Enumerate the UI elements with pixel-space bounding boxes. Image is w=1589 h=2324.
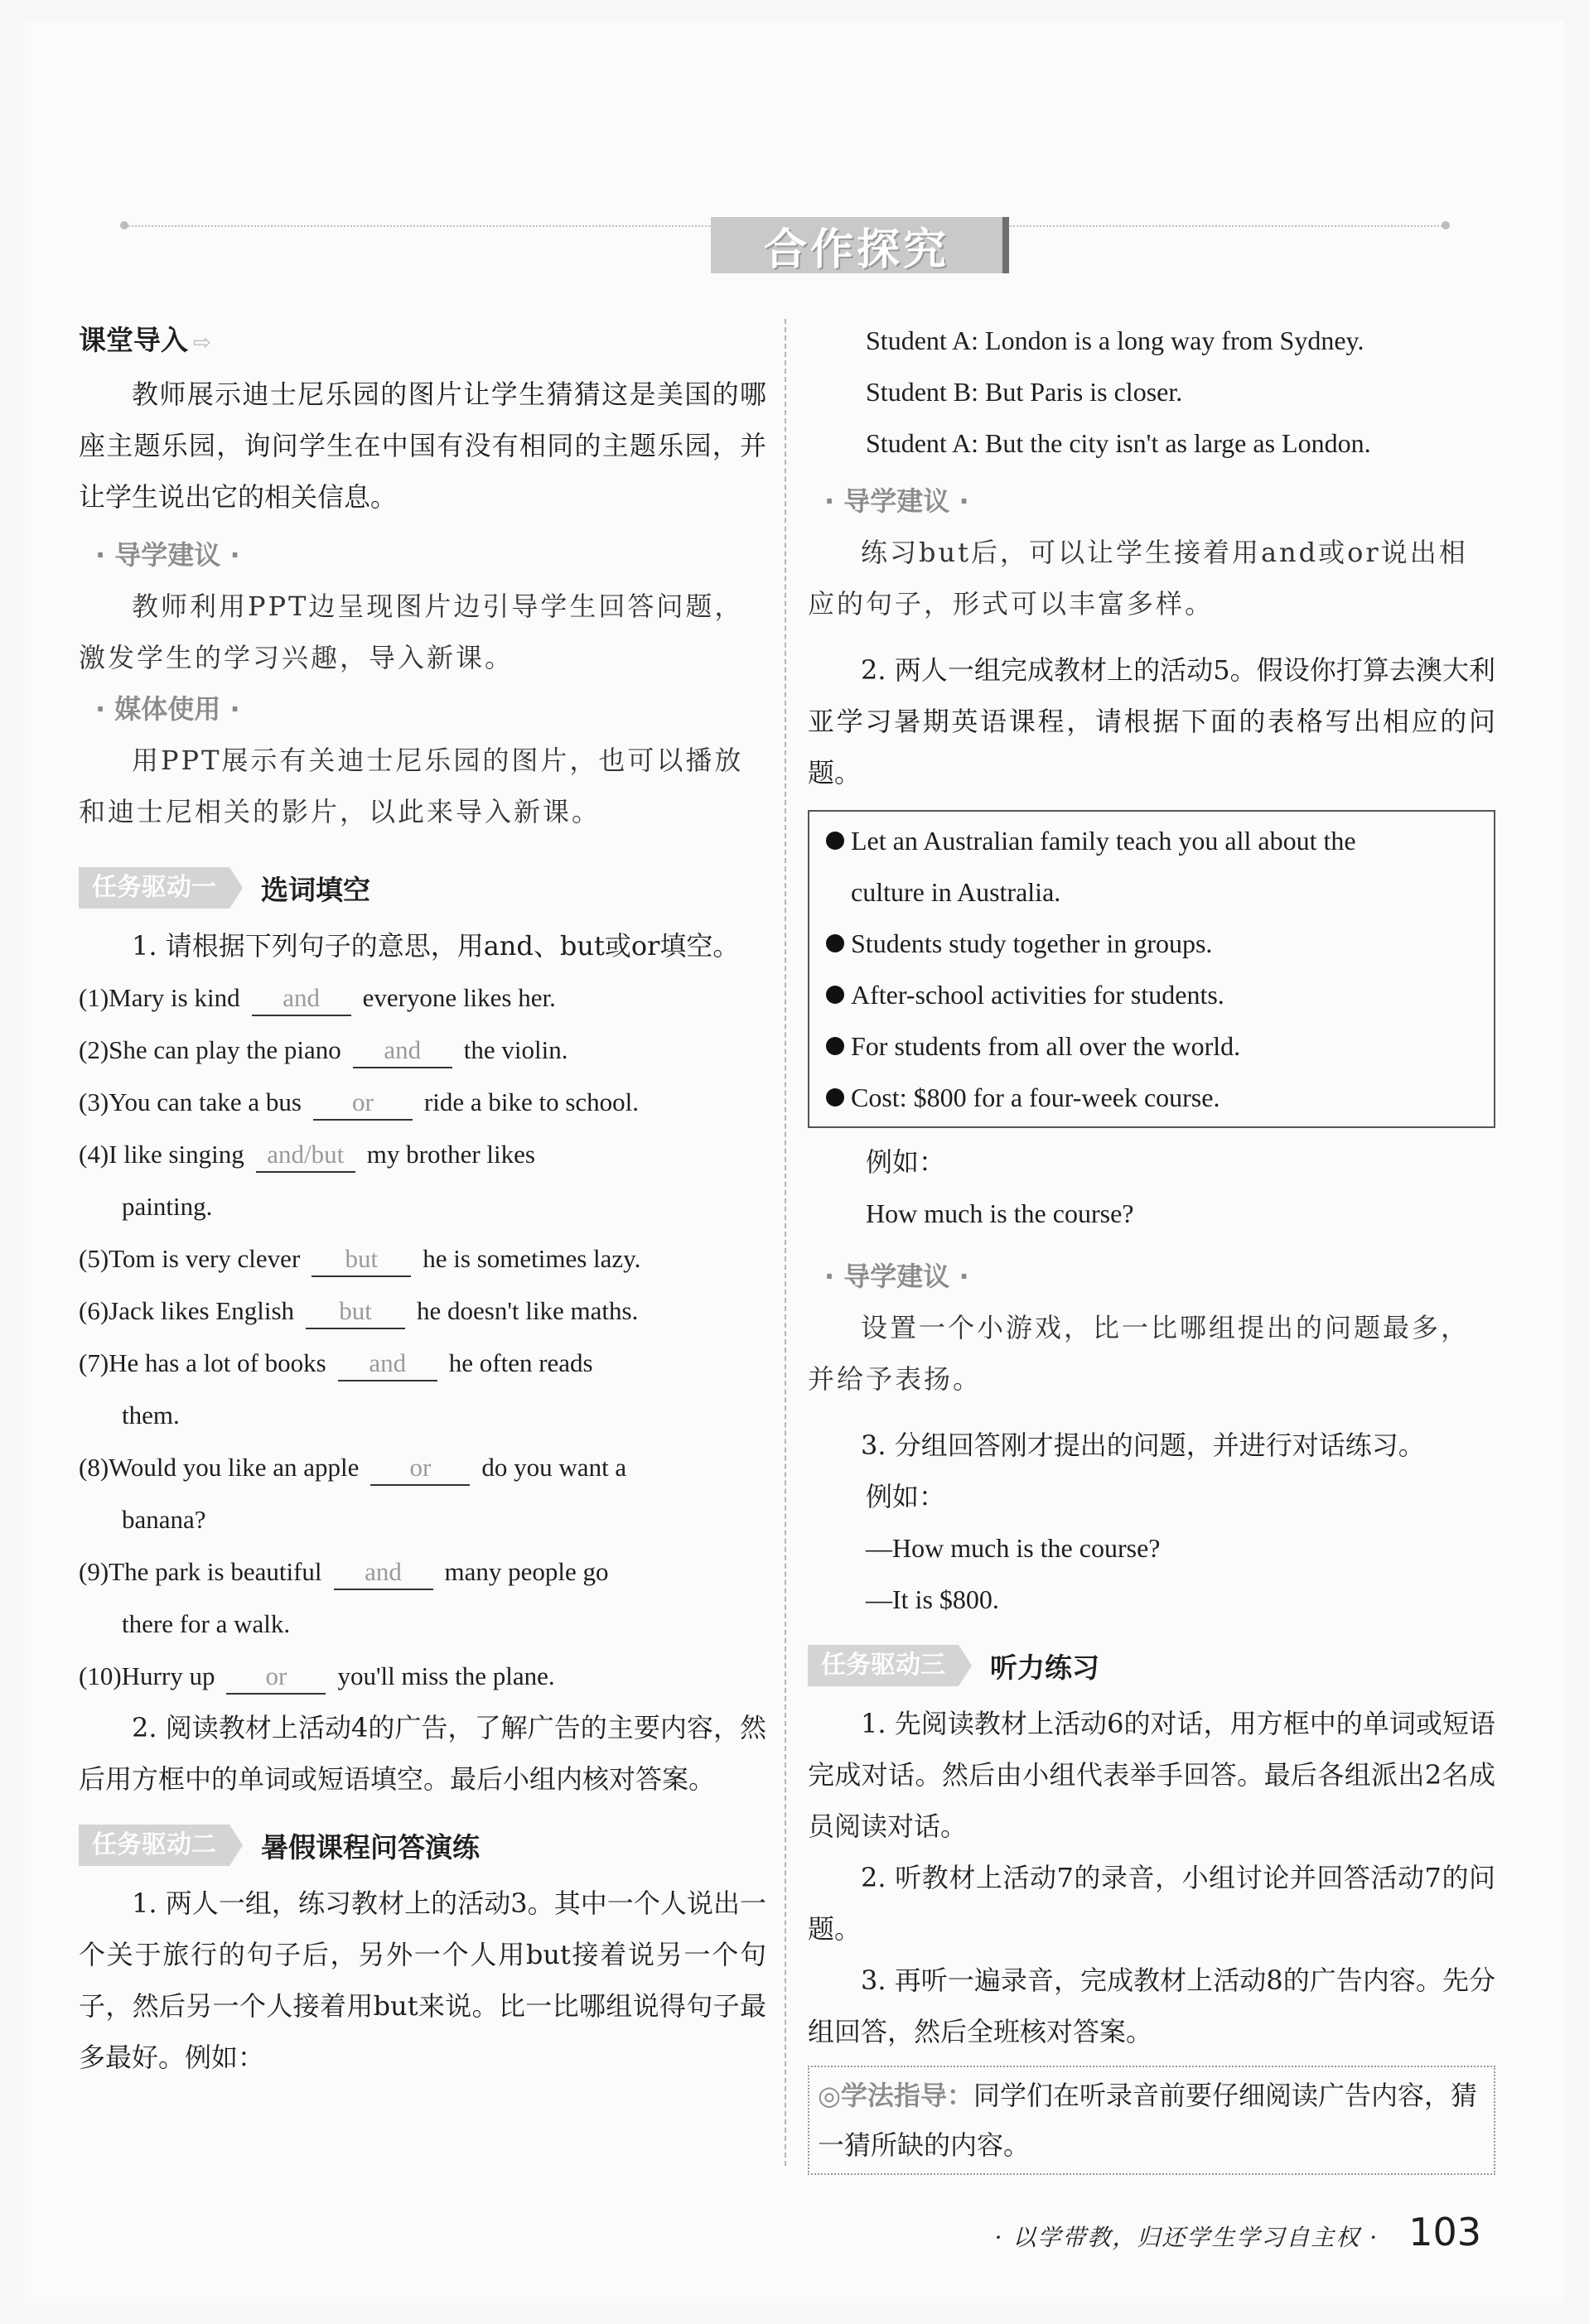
item-continuation: there for a walk. <box>122 1609 291 1638</box>
tip-text: 设置一个小游戏，比一比哪组提出的问题最多，并给予表扬。 <box>808 1312 1471 1395</box>
study-method-text: 同学们在听录音前要仔细阅读广告内容，猜一猜所缺的内容。 <box>818 2080 1477 2161</box>
tip-text: 教师利用PPT边呈现图片边引导学生回答问题，激发学生的学习兴趣，导入新课。 <box>79 591 744 673</box>
column-divider <box>785 319 786 2166</box>
answer-blank[interactable]: and <box>252 981 351 1016</box>
task1-instruction-2: 2. 阅读教材上活动4的广告，了解广告的主要内容，然后用方框中的单词或短语填空。最后小组内核对答案。 <box>79 1712 766 1795</box>
info-box <box>808 810 1495 1128</box>
fill-blank-item <box>79 1024 766 1076</box>
bullet-icon <box>826 1020 851 1072</box>
info-box-continuation: culture in Australia. <box>851 877 1061 907</box>
item-number: (9) <box>79 1557 109 1586</box>
banner-dot-left <box>120 221 128 229</box>
item-text: He has a lot of books <box>109 1348 326 1377</box>
example-label: 例如： <box>866 1482 946 1512</box>
item-continuation: them. <box>122 1401 180 1430</box>
info-box-text: For students from all over the world. <box>851 1031 1241 1061</box>
bullet-icon <box>826 918 851 969</box>
item-text: Tom is very clever <box>109 1244 301 1273</box>
answer-blank[interactable]: and <box>334 1555 433 1590</box>
item-text: he doesn't like maths. <box>417 1296 639 1325</box>
bullet-icon <box>826 815 851 866</box>
answer-blank[interactable]: or <box>313 1086 413 1121</box>
task3-tag: 任务驱动三 <box>808 1645 959 1686</box>
item-text: he often reads <box>448 1348 593 1377</box>
page-number: 103 <box>1408 2210 1481 2254</box>
answer-blank[interactable]: or <box>370 1451 470 1486</box>
answer-blank[interactable]: and/but <box>256 1138 355 1173</box>
dialog-line: Student A: London is a long way from Sydney. <box>866 325 1364 355</box>
dialog-line: Student B: But Paris is closer. <box>866 377 1183 407</box>
info-box-row <box>826 815 1482 918</box>
info-box-text: After-school activities for students. <box>851 980 1224 1010</box>
arrow-icon: ⇨ <box>193 330 211 355</box>
example-dialog-line: —How much is the course? <box>866 1533 1161 1563</box>
item-text: You can take a bus <box>109 1087 302 1116</box>
item-text: many people go <box>444 1557 609 1586</box>
info-box-row <box>826 1020 1482 1072</box>
task3-step-2: 2. 听教材上活动7的录音，小组讨论并回答活动7的问题。 <box>808 1862 1495 1945</box>
item-number: (8) <box>79 1453 109 1482</box>
info-box-row <box>826 918 1482 969</box>
task1-title: 选词填空 <box>261 873 370 906</box>
task1-instruction: 1. 请根据下列句子的意思，用and、but或or填空。 <box>132 930 740 962</box>
item-text: the violin. <box>463 1035 568 1064</box>
item-number: (2) <box>79 1035 109 1064</box>
item-text: Hurry up <box>121 1661 215 1690</box>
item-text: Jack likes English <box>109 1296 295 1325</box>
task2-header <box>79 1820 766 1871</box>
item-text: you'll miss the plane. <box>337 1661 555 1690</box>
item-text: do you want a <box>481 1453 627 1482</box>
answer-blank[interactable]: and <box>353 1034 452 1068</box>
item-text: I like singing <box>109 1140 244 1169</box>
task3-header <box>808 1640 1495 1691</box>
task3-step-1: 1. 先阅读教材上活动6的对话，用方框中的单词或短语完成对话。然后由小组代表举手回答。最后各组派出2名成员阅读对话。 <box>808 1708 1495 1842</box>
task2-instruction-3: 3. 分组回答刚才提出的问题，并进行对话练习。 <box>861 1430 1425 1461</box>
info-box-row <box>826 969 1482 1020</box>
item-text: Would you like an apple <box>109 1453 360 1482</box>
bullet-icon <box>826 969 851 1020</box>
banner-dot-right <box>1442 221 1450 229</box>
fill-blank-list <box>79 972 766 1702</box>
task2-instruction-2: 2. 两人一组完成教材上的活动5。假设你打算去澳大利亚学习暑期英语课程，请根据下面的表格写出相应的问题。 <box>808 654 1495 788</box>
intro-text: 教师展示迪士尼乐园的图片让学生猜猜这是美国的哪座主题乐园，询问学生在中国有没有相同的主题乐园，并让学生说出它的相关信息。 <box>79 378 766 513</box>
dialog-line: Student A: But the city isn't as large as London. <box>866 428 1371 458</box>
intro-heading: 课堂导入 ⇨ <box>79 324 211 356</box>
answer-blank[interactable]: and <box>338 1347 437 1381</box>
fill-blank-item <box>79 972 766 1024</box>
bullet-icon <box>826 1072 851 1123</box>
item-text: my brother likes <box>366 1140 535 1169</box>
fill-blank-item <box>79 1441 766 1545</box>
task2-tag: 任务驱动二 <box>79 1825 229 1866</box>
answer-blank[interactable]: or <box>226 1660 326 1695</box>
item-number: (1) <box>79 983 109 1012</box>
example-label: 例如： <box>866 1147 946 1177</box>
fill-blank-item <box>79 1232 766 1285</box>
tip-label: · 导学建议 · <box>824 1261 969 1292</box>
item-number: (4) <box>79 1140 109 1169</box>
task3-title: 听力练习 <box>990 1651 1099 1684</box>
item-continuation: painting. <box>122 1192 213 1221</box>
tip-text: 练习but后，可以让学生接着用and或or说出相应的句子，形式可以丰富多样。 <box>808 537 1468 620</box>
footer-motto: · 以学带教，归还学生学习自主权 · <box>994 2224 1379 2251</box>
item-number: (6) <box>79 1296 109 1325</box>
task1-tag: 任务驱动一 <box>79 867 229 909</box>
fill-blank-item <box>79 1285 766 1337</box>
item-number: (3) <box>79 1087 109 1116</box>
fill-blank-item <box>79 1545 766 1650</box>
item-number: (7) <box>79 1348 109 1377</box>
study-method-label: ◎学法指导： <box>818 2080 973 2111</box>
tip-label: · 导学建议 · <box>95 539 240 571</box>
item-number: (10) <box>79 1661 122 1690</box>
task2-instruction: 1. 两人一组，练习教材上的活动3。其中一个人说出一个关于旅行的句子后，另外一个人用but接着说另一个句子，然后另一个人接着用but来说。比一比哪组说得句子最多最好。例如： <box>79 1888 766 2073</box>
fill-blank-item <box>79 1076 766 1128</box>
section-banner: 合作探究 <box>711 217 1009 273</box>
answer-blank[interactable]: but <box>306 1295 405 1329</box>
task3-step-3: 3. 再听一遍录音，完成教材上活动8的广告内容。先分组回答，然后全班核对答案。 <box>808 1965 1495 2047</box>
tip-label: · 导学建议 · <box>824 485 969 517</box>
fill-blank-item <box>79 1337 766 1441</box>
info-box-text: Cost: $800 for a four-week course. <box>851 1082 1220 1112</box>
item-number: (5) <box>79 1244 109 1273</box>
left-column <box>79 315 766 2083</box>
info-box-text: Let an Australian family teach you all about the <box>851 826 1356 856</box>
study-method-box <box>808 2066 1495 2175</box>
media-label: · 媒体使用 · <box>95 693 240 725</box>
fill-blank-item <box>79 1650 766 1702</box>
task1-header <box>79 862 766 914</box>
page-footer <box>995 2210 1481 2254</box>
item-text: Mary is kind <box>109 983 240 1012</box>
fill-blank-item <box>79 1128 766 1232</box>
media-text: 用PPT展示有关迪士尼乐园的图片，也可以播放和迪士尼相关的影片，以此来导入新课。 <box>79 745 744 827</box>
answer-blank[interactable]: but <box>312 1242 411 1277</box>
info-box-row <box>826 1072 1482 1123</box>
item-text: The park is beautiful <box>109 1557 322 1586</box>
item-text: he is sometimes lazy. <box>423 1244 641 1273</box>
item-text: She can play the piano <box>109 1035 341 1064</box>
info-box-text: Students study together in groups. <box>851 928 1213 958</box>
right-column <box>808 315 1495 2175</box>
task2-title: 暑假课程问答演练 <box>261 1830 480 1864</box>
item-continuation: banana? <box>122 1505 206 1534</box>
item-text: ride a bike to school. <box>423 1087 640 1116</box>
example-dialog-line: —It is $800. <box>866 1584 999 1614</box>
item-text: everyone likes her. <box>362 983 556 1012</box>
example-question: How much is the course? <box>866 1198 1134 1228</box>
